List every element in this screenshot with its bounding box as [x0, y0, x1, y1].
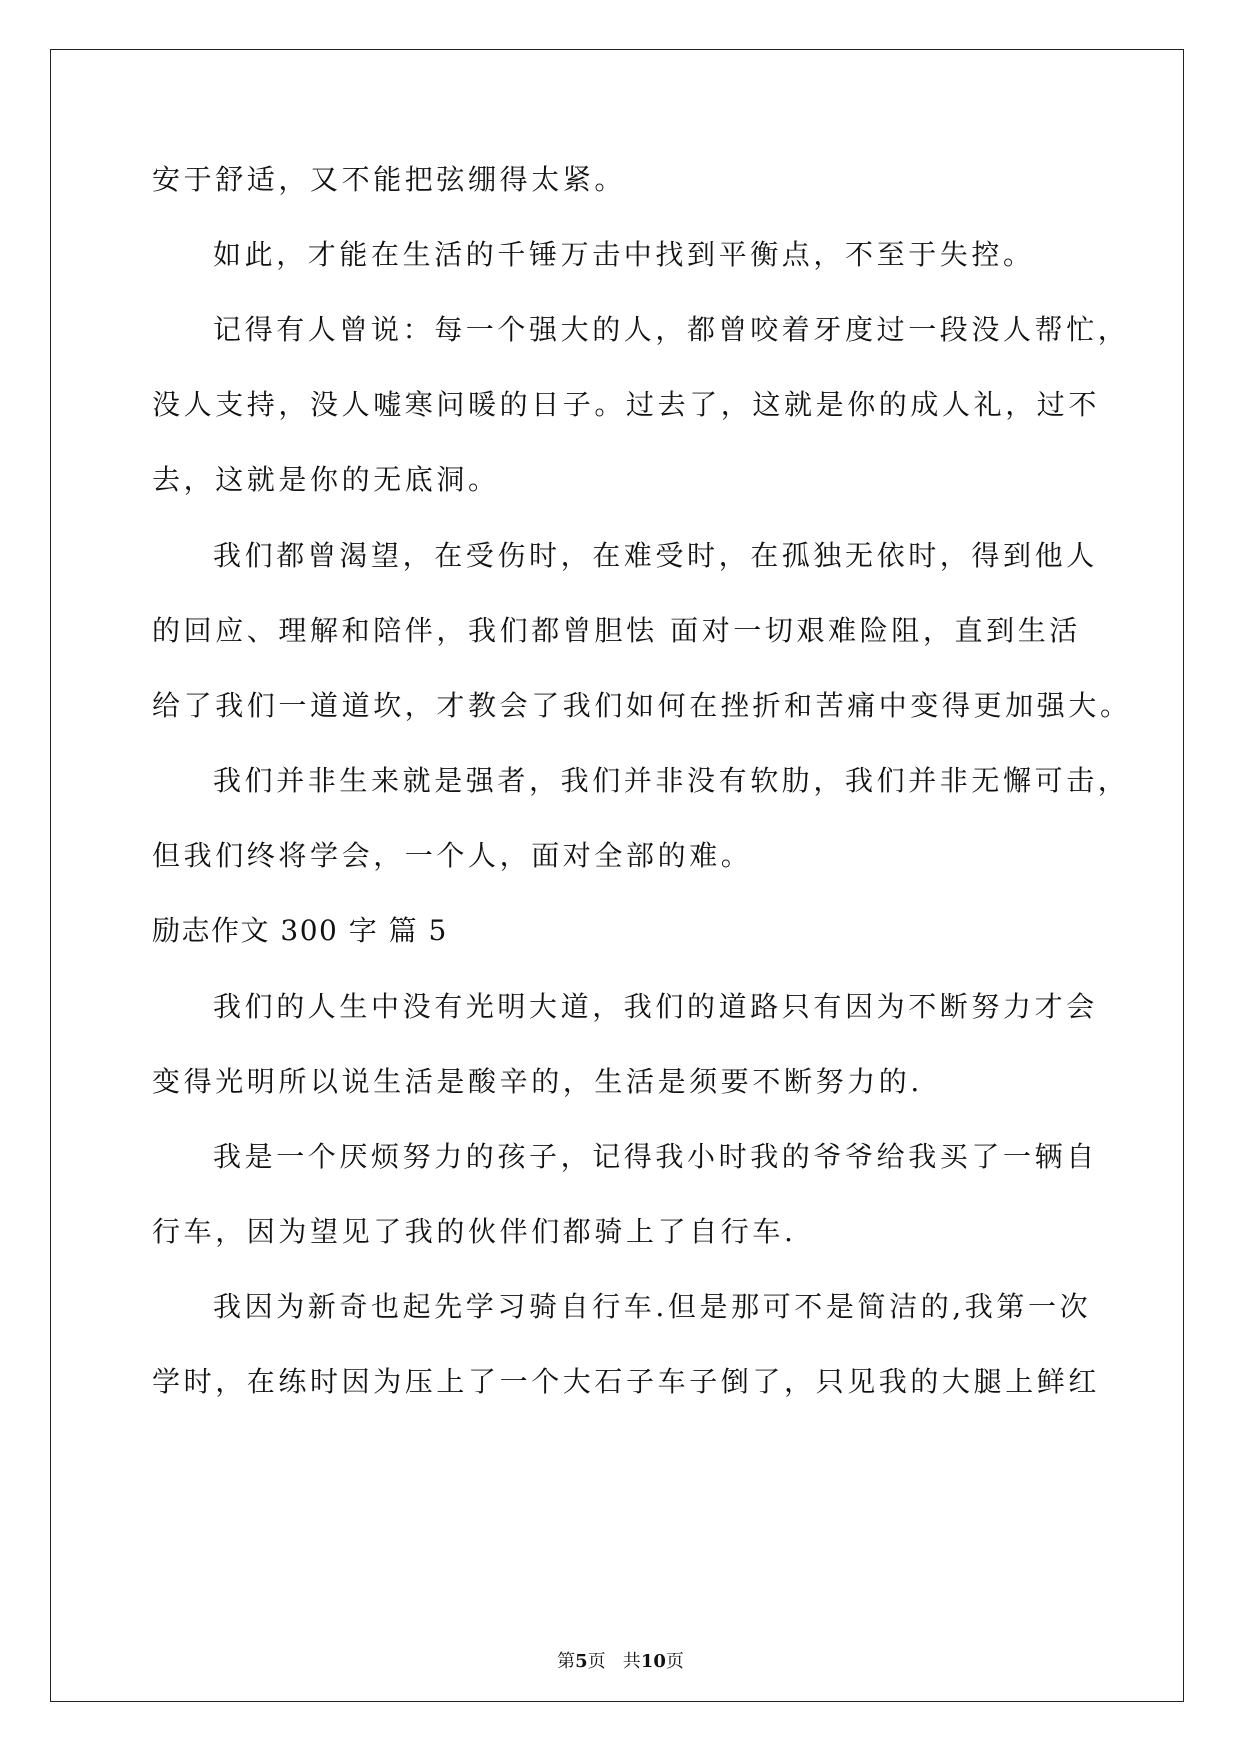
section-heading: 励志作文 300 字 篇 5	[152, 914, 448, 947]
footer-mid: 页 共	[587, 1651, 641, 1672]
paragraph-line: 记得有人曾说：每一个强大的人，都曾咬着牙度过一段没人帮忙，	[213, 313, 1130, 346]
footer-total-pages: 10	[640, 1651, 666, 1672]
footer-page-number: 5	[575, 1651, 588, 1672]
footer-suffix: 页	[665, 1651, 684, 1672]
text-line: 行车，因为望见了我的伙伴们都骑上了自行车.	[152, 1215, 797, 1248]
text-line: 变得光明所以说生活是酸辛的，生活是须要不断努力的.	[152, 1065, 923, 1098]
page-footer	[0, 1650, 1241, 1674]
paragraph-line: 我是一个厌烦努力的孩子，记得我小时我的爷爷给我买了一辆自	[213, 1140, 1098, 1173]
paragraph-line: 我们的人生中没有光明大道，我们的道路只有因为不断努力才会	[213, 990, 1098, 1023]
text-line: 没人支持，没人嘘寒问暖的日子。过去了，这就是你的成人礼，过不	[152, 388, 1101, 421]
text-line: 但我们终将学会，一个人，面对全部的难。	[152, 839, 753, 872]
paragraph-line: 我们并非生来就是强者，我们并非没有软肋，我们并非无懈可击，	[213, 764, 1130, 797]
paragraph-line: 我们都曾渴望，在受伤时，在难受时，在孤独无依时，得到他人	[213, 539, 1098, 572]
paragraph-line: 如此，才能在生活的千锤万击中找到平衡点，不至于失控。	[213, 238, 1035, 271]
text-line: 的回应、理解和陪伴，我们都曾胆怯 面对一切艰难险阻，直到生活	[152, 614, 1081, 647]
text-line: 给了我们一道道坎，才教会了我们如何在挫折和苦痛中变得更加强大。	[152, 689, 1132, 722]
text-line: 学时，在练时因为压上了一个大石子车子倒了，只见我的大腿上鲜红	[152, 1365, 1101, 1398]
text-line: 安于舒适，又不能把弦绷得太紧。	[152, 163, 627, 196]
footer-prefix: 第	[557, 1651, 576, 1672]
text-line: 去，这就是你的无底洞。	[152, 463, 500, 496]
paragraph-line: 我因为新奇也起先学习骑自行车.但是那可不是简洁的,我第一次	[213, 1290, 1092, 1323]
